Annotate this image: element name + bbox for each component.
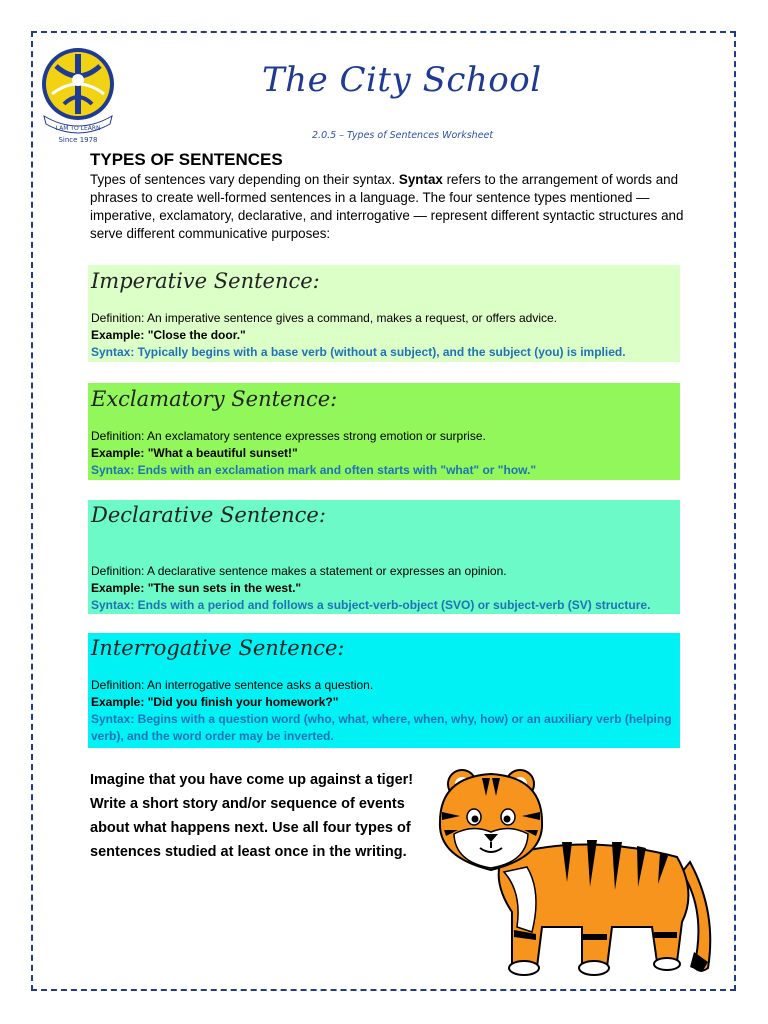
section-interrogative [88, 633, 680, 748]
section-declarative [88, 500, 680, 614]
section-title: Declarative Sentence: [91, 503, 326, 527]
logo-since: Since 1978 [58, 136, 98, 144]
section-definition: Definition: An imperative sentence gives a command, makes a request, or offers advice. [91, 311, 558, 325]
section-exclamatory [88, 383, 680, 480]
section-definition: Definition: An exclamatory sentence expresses strong emotion or surprise. [91, 429, 486, 443]
section-example: Example: "The sun sets in the west." [91, 581, 302, 595]
section-title: Interrogative Sentence: [91, 636, 345, 660]
school-name: The City School [262, 60, 542, 100]
writing-prompt: Imagine that you have come up against a tiger! Write a short story and/or sequence of events about what happens next. Use all four types of sentences studied at least once in the writing. [90, 772, 414, 860]
intro-bold-term: Syntax [398, 172, 443, 187]
worksheet-subtitle: 2.0.5 – Types of Sentences Worksheet [312, 130, 494, 141]
section-definition: Definition: A declarative sentence makes a statement or expresses an opinion. [91, 564, 507, 578]
section-syntax: Syntax: Typically begins with a base verb (without a subject), and the subject (you) is implied. [91, 345, 626, 359]
intro-part-2: refers to the arrangement of words and phrases to create well-formed sentences in a language. The four sentence types mentioned — imperative, exclamatory, declarative, and interrogative — represent different syntactic structures and serve different communicative purposes: [90, 172, 684, 241]
school-crest-icon [40, 46, 116, 146]
section-definition: Definition: An interrogative sentence asks a question. [91, 678, 374, 692]
section-example: Example: "Close the door." [91, 328, 246, 342]
page-heading: TYPES OF SENTENCES [90, 150, 283, 169]
section-syntax: Syntax: Ends with a period and follows a subject-verb-object (SVO) or subject-verb (SV) structure. [91, 598, 651, 612]
section-example: Example: "What a beautiful sunset!" [91, 446, 298, 460]
section-example: Example: "Did you finish your homework?" [91, 695, 339, 709]
intro-part-1: Types of sentences vary depending on their syntax. [90, 172, 399, 187]
section-title: Exclamatory Sentence: [91, 387, 338, 411]
intro-paragraph [90, 171, 710, 243]
section-syntax: Syntax: Begins with a question word (who, what, where, when, why, how) or an auxiliary verb (helping verb), and the word order may be inverted. [91, 712, 672, 743]
section-syntax: Syntax: Ends with an exclamation mark and often starts with "what" or "how." [91, 463, 537, 477]
section-title: Imperative Sentence: [91, 269, 320, 293]
logo-motto: I AM TO LEARN [55, 125, 101, 132]
tiger-illustration [432, 762, 714, 978]
section-imperative [88, 265, 680, 362]
